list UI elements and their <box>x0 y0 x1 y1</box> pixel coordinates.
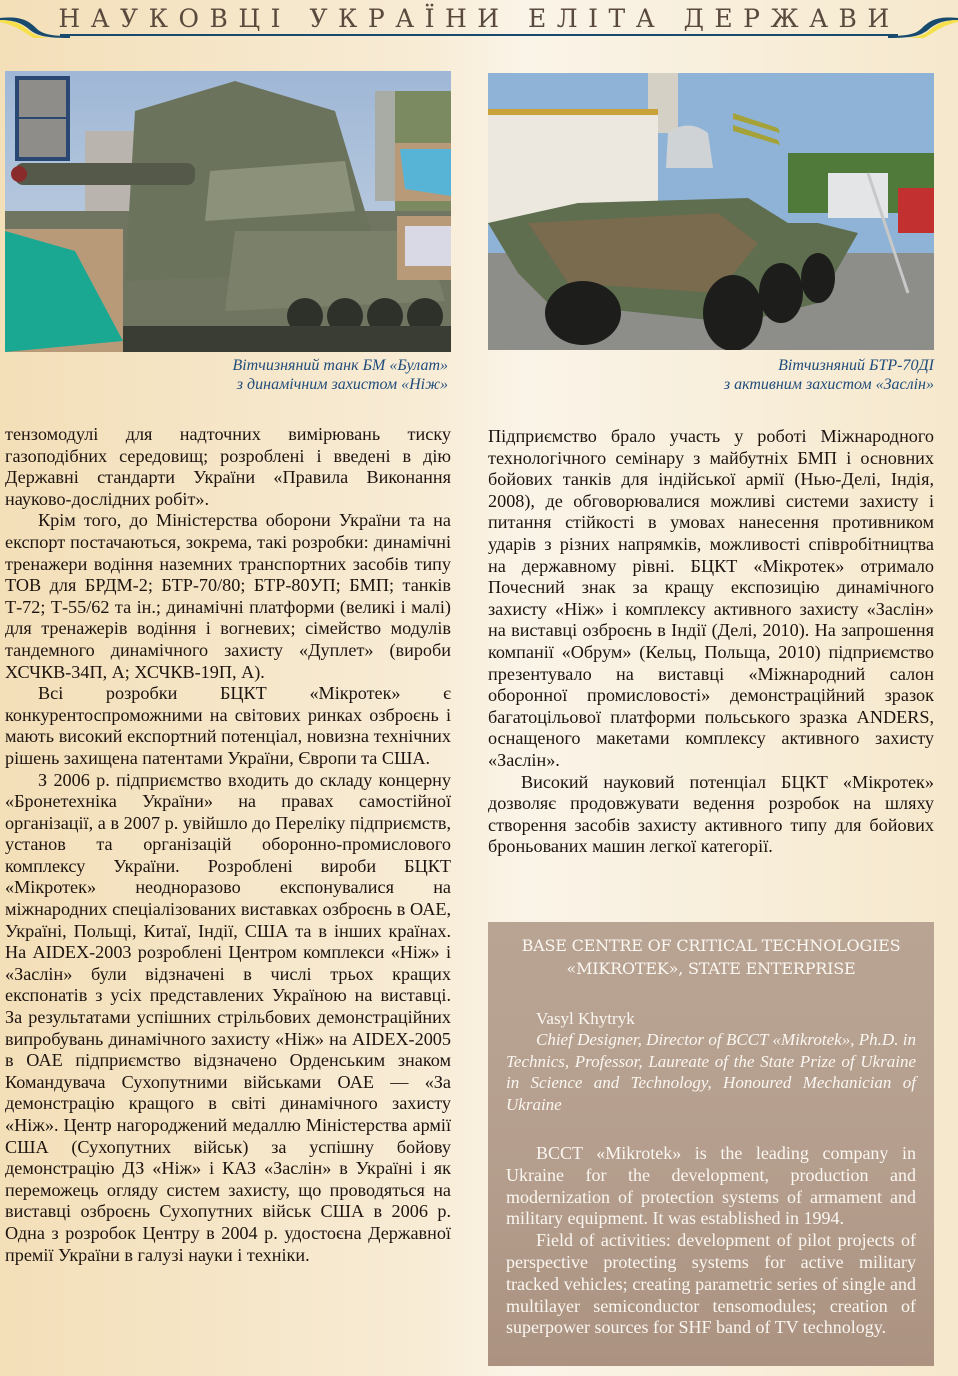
article-paragraph: тензомодулі для надточних вимірювань тиску газоподібних середовищ; розроблені і введені в дію Державні стандарти України «Правила Виконання науково-дослідних робіт». <box>5 424 451 509</box>
summary-paragraph: Field of activities: development of pilot projects of perspective protecting systems for active military tracked vehicles; creating parametric series of single and multilayer semiconductor tensomodules; creation of superpower sources for SHF band of TV technology. <box>506 1230 916 1338</box>
article-paragraph: Підприємство брало участь у роботі Міжнародного технологічного семінару з майбутніх БМП і основних бойових танків для індійської армії (Нью-Делі, Індія, 2008), де обговорювалися можливі системи захисту і питання стійкості в умовах нанесення противником ударів з різних напрямків, можливості співробітництва на державному рівні. БЦКТ «Мікротек» отримало Почесний знак за кращу експозицію динамічного захисту «Ніж» і комплексу активного захисту «Заслін» на виставці озброєнь в Індії (Делі, 2010). На запрошення компанії «Обрум» (Кельц, Польща, 2010) підприємство презентувало на виставці «Міжнародний салон оборонної промисловості» демонстраційний зразок багатоцільової платформи польського зразка ANDERS, оснащеного макетами комплексу активного захисту «Заслін». <box>488 426 934 770</box>
person-role: Chief Designer, Director of BCCT «Mikrotek», Ph.D. in Technics, Professor, Laureate of the State Prize of Ukraine in Science and Technology, Honoured Mechanician of Ukraine <box>506 1030 916 1114</box>
summary-title-line2: «MIKROTEK», STATE ENTERPRISE <box>566 959 856 978</box>
photo-caption-left <box>5 356 448 394</box>
photo-caption-right <box>488 356 934 394</box>
article-right-column <box>488 426 934 858</box>
caption-left-line2: з динамічним захистом «Ніж» <box>236 376 448 393</box>
english-summary-box <box>488 922 934 1366</box>
caption-right-line2: з активним захистом «Заслін» <box>723 376 934 393</box>
article-paragraph: Крім того, до Міністерства оборони України та на експорт постачаються, зокрема, такі розробки: динамічні тренажери водіння наземних транспортних засобів типу ТОВ для БРДМ-2; БТР-70/80; БТР-80УП; БМП; танків Т-72; Т-55/62 та ін.; динамічні платформи (великі і малі) для тренажерів водіння і вогневих; сімейство модулів тандемного динамічного захисту «Дуплет» (вироби ХСЧКВ-34П, А; ХСЧКВ-19П, А). <box>5 510 451 682</box>
header-divider <box>60 34 898 36</box>
summary-title-line1: BASE CENTRE OF CRITICAL TECHNOLOGIES <box>521 936 901 955</box>
article-paragraph: Високий науковий потенціал БЦКТ «Мікротек» дозволяє продовжувати ведення розробок на шляху створення засобів захисту активного типу для бойових броньованих машин легкої категорії. <box>488 771 934 857</box>
summary-title <box>506 934 916 980</box>
photo-btr-70di <box>488 73 934 350</box>
photo-tank-bulat <box>5 71 451 352</box>
page-header <box>0 0 958 45</box>
caption-right-line1: Вітчизняний БТР-70ДІ <box>778 357 934 374</box>
article-left-column <box>5 424 451 1266</box>
article-paragraph: Всі розробки БЦКТ «Мікротек» є конкурентоспроможними на світових ринках озброєнь і мають високий експортний потенціал, новизна технічних рішень захищена патентами України, Європи та США. <box>5 683 451 768</box>
ribbon-right-icon <box>888 16 958 38</box>
article-paragraph: З 2006 р. підприємство входить до складу концерну «Бронетехніка України» на правах самостійної організації, а в 2007 р. увійшло до Переліку підприємств, установ та організацій оборонно-промислового комплексу України. Розроблені вироби БЦКТ «Мікротек» неодноразово експонувалися на міжнародних спеціалізованих виставках озброєнь в ОАЕ, Україні, Польщі, Китаї, Індії, США та в інших країнах. На AIDEX-2003 розроблені Центром комплекси «Ніж» і «Заслін» були відзначені в числі трьох кращих експонатів з усіх представлених Україною на виставці. За результатами успішних стрільбових демонстраційних випробувань динамічного захисту «Ніж» на AIDEX-2005 в ОАЕ підприємство відзначено Орденським знаком Командувача Сухопутними військами ОАЕ — «За демонстрацію кращого в світі динамічного захисту «Ніж». Центр нагороджений медаллю Міністерства армії США (Сухопутних військ) за успішну бойову демонстрацію ДЗ «Ніж» і КАЗ «Заслін» в Україні і як переможець огляду систем захисту, що проводяться на виставці озброєнь Сухопутних військ США в 2006 р. Одна з розробок Центру в 2004 р. удостоєна Державної премії України в галузі науки і техніки. <box>5 769 451 1265</box>
person-name: Vasyl Khytryk <box>536 1009 635 1028</box>
summary-paragraph: BCCT «Mikrotek» is the leading company in Ukraine for the development, production and modernization of protection systems of armament and military equipment. It was established in 1994. <box>506 1143 916 1229</box>
page-header-title: НАУКОВЦІ УКРАЇНИ ЕЛІТА ДЕРЖАВИ <box>58 4 900 33</box>
caption-left-line1: Вітчизняний танк БМ «Булат» <box>232 357 448 374</box>
